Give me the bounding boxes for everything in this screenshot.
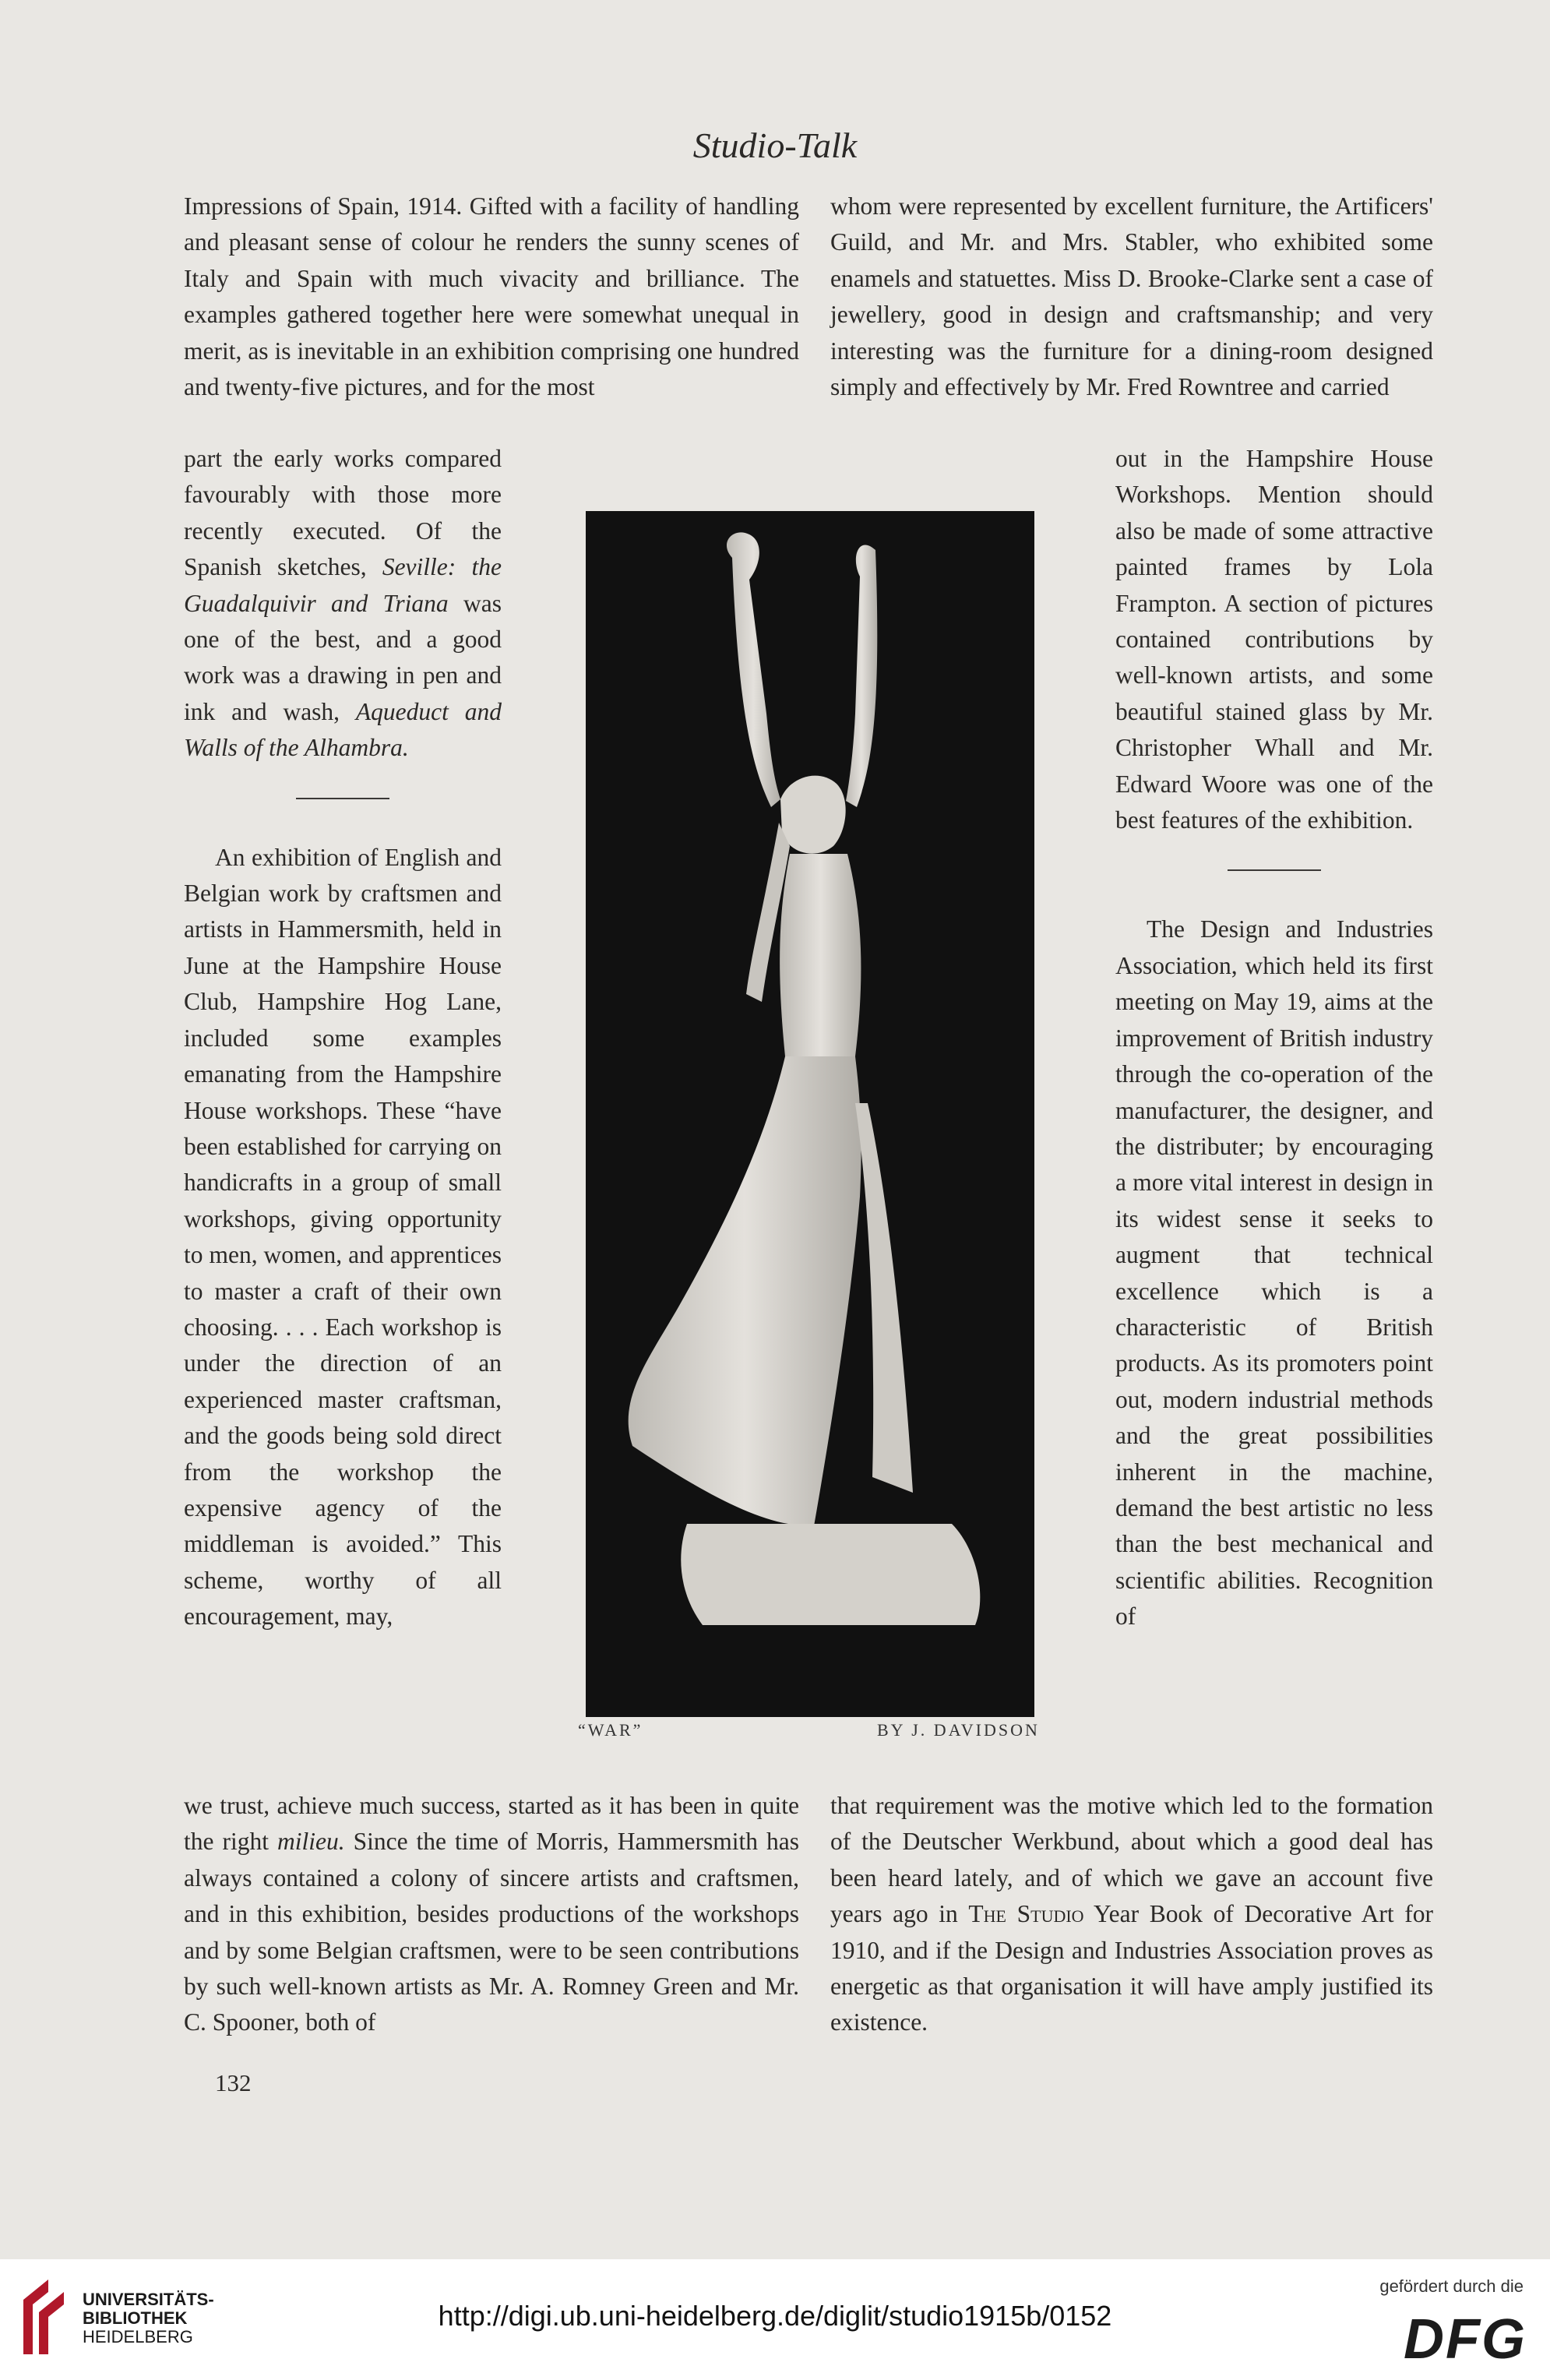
statue-head — [780, 776, 846, 854]
section-rule — [296, 798, 389, 799]
text-run: that requirement was the motive which led to the formation of the Deutscher Werkbund, about which a good deal has been heard lately, and of which we gave an account five years ago in — [830, 1792, 1433, 1928]
text-run: Since the time of Morris, Hammersmith has always contained a colony of sincere artists and craftsmen, and in this exhibition, besides productions of the workshops and by some Belgian craftsmen, were to be seen contributions by such well-known artists as Mr. A. Romney Green and Mr. C. Spooner, both of — [184, 1828, 799, 2036]
paragraph: out in the Hampshire House Workshops. Mention should also be made of some attractive painted frames by Lola Frampton. A section of pictures contained contributions by well-known artists, and some beautiful stained glass by Mr. Christopher Whall and Mr. Edward Woore was one of the best features of the exhibition. — [1115, 445, 1433, 834]
sculpture-illustration — [586, 511, 1034, 1717]
figure-caption-credit: BY J. DAVIDSON — [877, 1720, 1040, 1740]
artwork-title: Seville: the Guadalquivir and Triana — [184, 553, 502, 617]
right-column-top — [830, 189, 1433, 405]
italic-word: milieu. — [277, 1828, 345, 1856]
library-line: UNIVERSITÄTS- — [83, 2290, 214, 2309]
page-number: 132 — [215, 2069, 252, 2096]
section-rule — [1228, 869, 1321, 871]
paragraph: The Design and Industries Association, which held its first meeting on May 19, aims at the improvement of British industry through the co-operation of the manufacturer, the designer, and the distributer; by encouraging a more vital interest in design in its widest sense it seeks to augment that technical excellence which is a characteristic of British products. As its promoters point out, modern industrial methods and the great possibilities inherent in the machine, demand the best artistic no less than the best mechanical and scientific abilities. Recognition of — [1115, 915, 1433, 1631]
text-run: was one of the best, and a good work was a drawing in pen and ink and wash, — [184, 589, 502, 725]
funder-logo: DFG — [1404, 2308, 1527, 2371]
text-run: Year Book of Decorative Art for 1910, and if the Design and Industries Association proves as energetic as that organisation it will have amply justified its existence. — [830, 1900, 1434, 2036]
statue-base — [681, 1524, 980, 1625]
statue-torso — [780, 854, 861, 1056]
paragraph — [830, 1788, 1433, 2041]
source-url[interactable]: http://digi.ub.uni-heidelberg.de/diglit/studio1915b/0152 — [438, 2300, 1112, 2332]
paragraph: Impressions of Spain, 1914. Gifted with a facility of handling and pleasant sense of colour he renders the sunny scenes of Italy and Spain with much vivacity and brilliance. The examples gathered together here were somewhat unequal in merit, as is inevitable in an exhibition comprising one hundred and twenty-five pictures, and for the most — [184, 192, 799, 401]
paragraph — [184, 1788, 799, 2041]
library-line: BIBLIOTHEK — [83, 2308, 188, 2328]
right-column-bottom — [830, 1788, 1433, 2041]
left-narrow-column — [184, 441, 502, 1635]
publication-name: The Studio — [968, 1900, 1084, 1928]
running-head: Studio-Talk — [692, 125, 858, 165]
sculpture-photograph — [586, 511, 1034, 1717]
funding-note: gefördert durch die — [1379, 2276, 1524, 2296]
artwork-title: Aqueduct and Walls of the Alhambra. — [184, 697, 502, 762]
right-narrow-column — [1115, 441, 1433, 1635]
paragraph: An exhibition of English and Belgian work by craftsmen and artists in Hammersmith, held in June at the Hampshire House Club, Hampshire Hog Lane, included some examples emanating from the Hampshire House workshops. These “have been established for carrying on handicrafts in a group of small workshops, giving opportunity to men, women, and apprentices to master a craft of their own choosing. . . . Each workshop is under the direction of an experienced master craftsman, and the goods being sold direct from the workshop the expensive agency of the middleman is avoided.” This scheme, worthy of all encouragement, may, — [184, 843, 502, 1631]
figure-caption-title: “WAR” — [578, 1720, 643, 1740]
left-column-bottom — [184, 1788, 799, 2041]
paragraph: whom were represented by excellent furniture, the Artificers' Guild, and Mr. and Mrs. Stabler, who exhibited some enamels and statuettes. Miss D. Brooke-Clarke sent a case of jewellery, good in design and craftsmanship; and very interesting was the furniture for a dining-room designed simply and effectively by Mr. Fred Rowntree and carried — [830, 192, 1433, 401]
paragraph — [184, 441, 502, 767]
text-run: part the early works compared favourably with those more recently executed. Of the Spanish sketches, — [184, 445, 502, 581]
library-line: HEIDELBERG — [83, 2327, 193, 2347]
text-run: we trust, achieve much success, started as it has been in quite the right — [184, 1792, 799, 1856]
left-column-top — [184, 189, 799, 405]
